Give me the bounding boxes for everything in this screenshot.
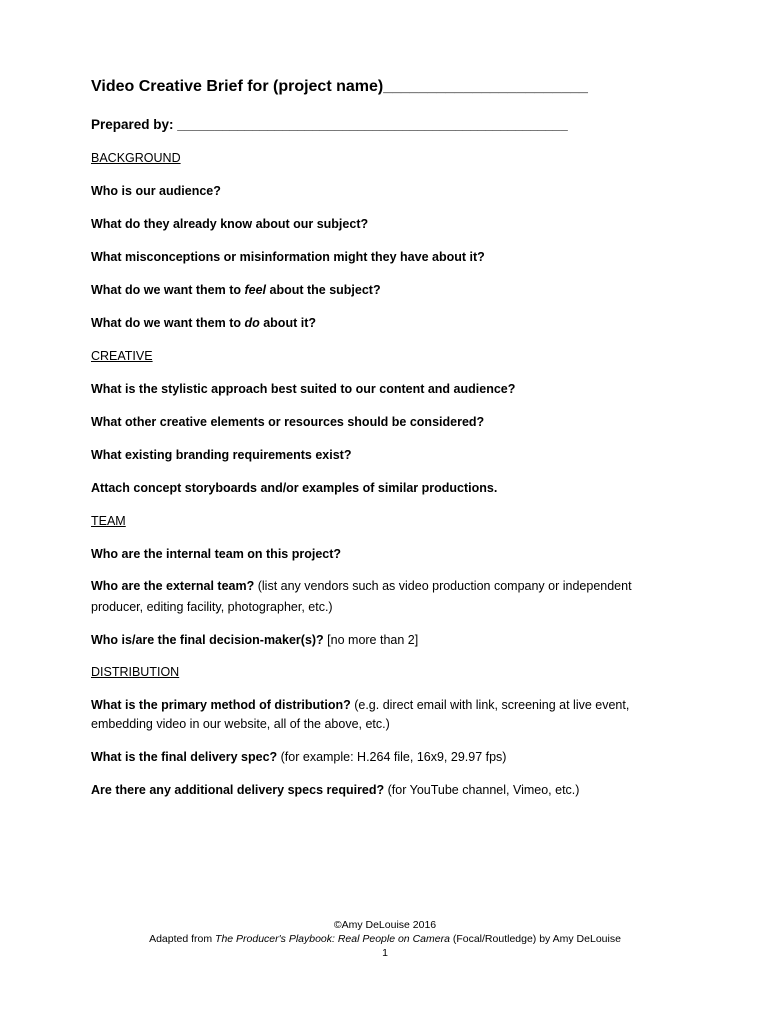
question-decision-makers-label: Who is/are the final decision-maker(s)? xyxy=(91,633,324,647)
question-external-team-label: Who are the external team? xyxy=(91,579,255,593)
question-delivery-spec xyxy=(91,747,506,767)
question-misconceptions: What misconceptions or misinformation might they have about it? xyxy=(91,250,485,264)
section-heading-team: TEAM xyxy=(91,514,126,528)
page-title: Video Creative Brief for (project name)_______________________ xyxy=(91,78,588,95)
question-external-team-note-cont: producer, editing facility, photographer, etc.) xyxy=(91,600,333,614)
question-do xyxy=(91,313,316,333)
question-feel-em: feel xyxy=(244,283,267,297)
question-feel xyxy=(91,280,381,300)
question-stylistic: What is the stylistic approach best suited to our content and audience? xyxy=(91,382,516,396)
question-distribution-method-note: (e.g. direct email with link, screening at live event, xyxy=(350,698,630,712)
footer-book-title: The Producer's Playbook: Real People on Camera xyxy=(215,933,450,945)
question-distribution-method-note-cont: embedding video in our website, all of the above, etc.) xyxy=(91,717,390,731)
question-do-pre: What do we want them to xyxy=(91,316,245,330)
question-additional-specs xyxy=(91,780,579,800)
section-heading-background: BACKGROUND xyxy=(91,151,181,165)
question-branding: What existing branding requirements exist? xyxy=(91,448,352,462)
question-feel-post: about the subject? xyxy=(266,283,381,297)
question-feel-pre: What do we want them to xyxy=(91,283,245,297)
page-number: 1 xyxy=(382,947,388,959)
question-storyboards: Attach concept storyboards and/or examples of similar productions. xyxy=(91,481,498,495)
prepared-by-field: Prepared by: ____________________________________________________ xyxy=(91,117,568,132)
question-distribution-method-label: What is the primary method of distribution? xyxy=(91,698,351,712)
question-additional-specs-label: Are there any additional delivery specs required? xyxy=(91,783,385,797)
footer-copyright: ©Amy DeLouise 2016 xyxy=(333,919,437,931)
question-delivery-spec-label: What is the final delivery spec? xyxy=(91,750,278,764)
question-external-team-note: (list any vendors such as video production company or independent xyxy=(254,579,632,593)
question-delivery-spec-note: (for example: H.264 file, 16x9, 29.97 fps) xyxy=(277,750,507,764)
question-audience: Who is our audience? xyxy=(91,184,221,198)
footer-adapted xyxy=(0,932,770,946)
footer-adapted-post: (Focal/Routledge) by Amy DeLouise xyxy=(449,933,621,945)
section-heading-creative: CREATIVE xyxy=(91,349,153,363)
question-decision-makers xyxy=(91,630,418,650)
question-do-post: about it? xyxy=(259,316,316,330)
question-additional-specs-note: (for YouTube channel, Vimeo, etc.) xyxy=(384,783,580,797)
question-internal-team: Who are the internal team on this project? xyxy=(91,547,342,561)
question-distribution-method xyxy=(91,695,629,715)
question-do-em: do xyxy=(244,316,260,330)
question-know: What do they already know about our subject? xyxy=(91,217,369,231)
question-creative-elements: What other creative elements or resources should be considered? xyxy=(91,415,485,429)
section-heading-distribution: DISTRIBUTION xyxy=(91,665,180,679)
question-decision-makers-note: [no more than 2] xyxy=(323,633,419,647)
question-external-team xyxy=(91,576,632,596)
footer-adapted-pre: Adapted from xyxy=(149,933,216,945)
